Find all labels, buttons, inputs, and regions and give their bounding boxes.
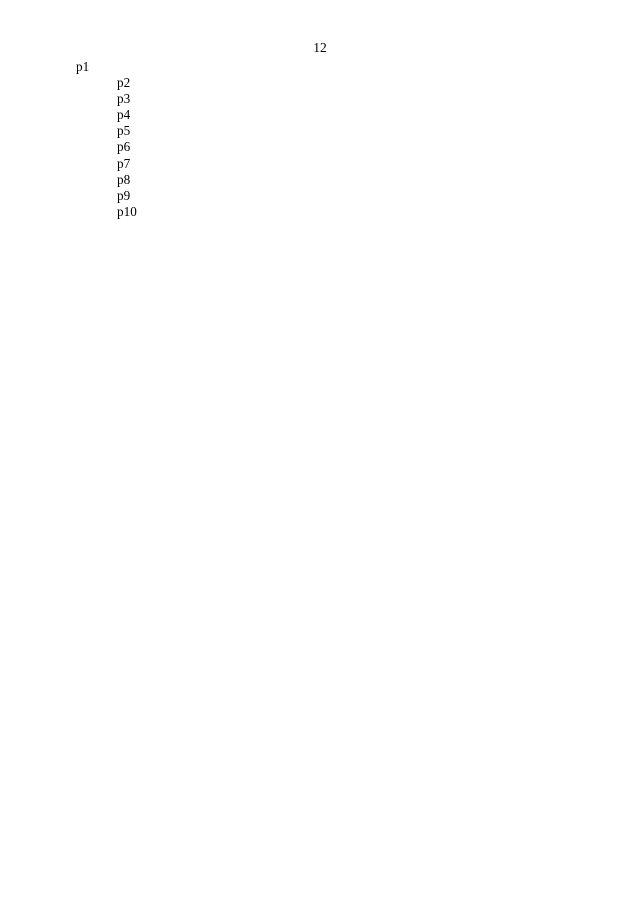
paragraph-4: p4 [117,107,131,123]
document-body [76,59,582,220]
paragraph-3: p3 [117,91,131,107]
page-number: 12 [313,40,327,55]
paragraph-2: p2 [117,75,131,91]
paragraph-5: p5 [117,123,131,139]
paragraph-1: p1 [76,59,90,74]
paragraph-9: p9 [117,187,131,203]
paragraph-10: p10 [117,203,137,219]
paragraph-6: p6 [117,139,131,155]
paragraph-8: p8 [117,171,131,187]
paragraph-7: p7 [117,155,131,171]
